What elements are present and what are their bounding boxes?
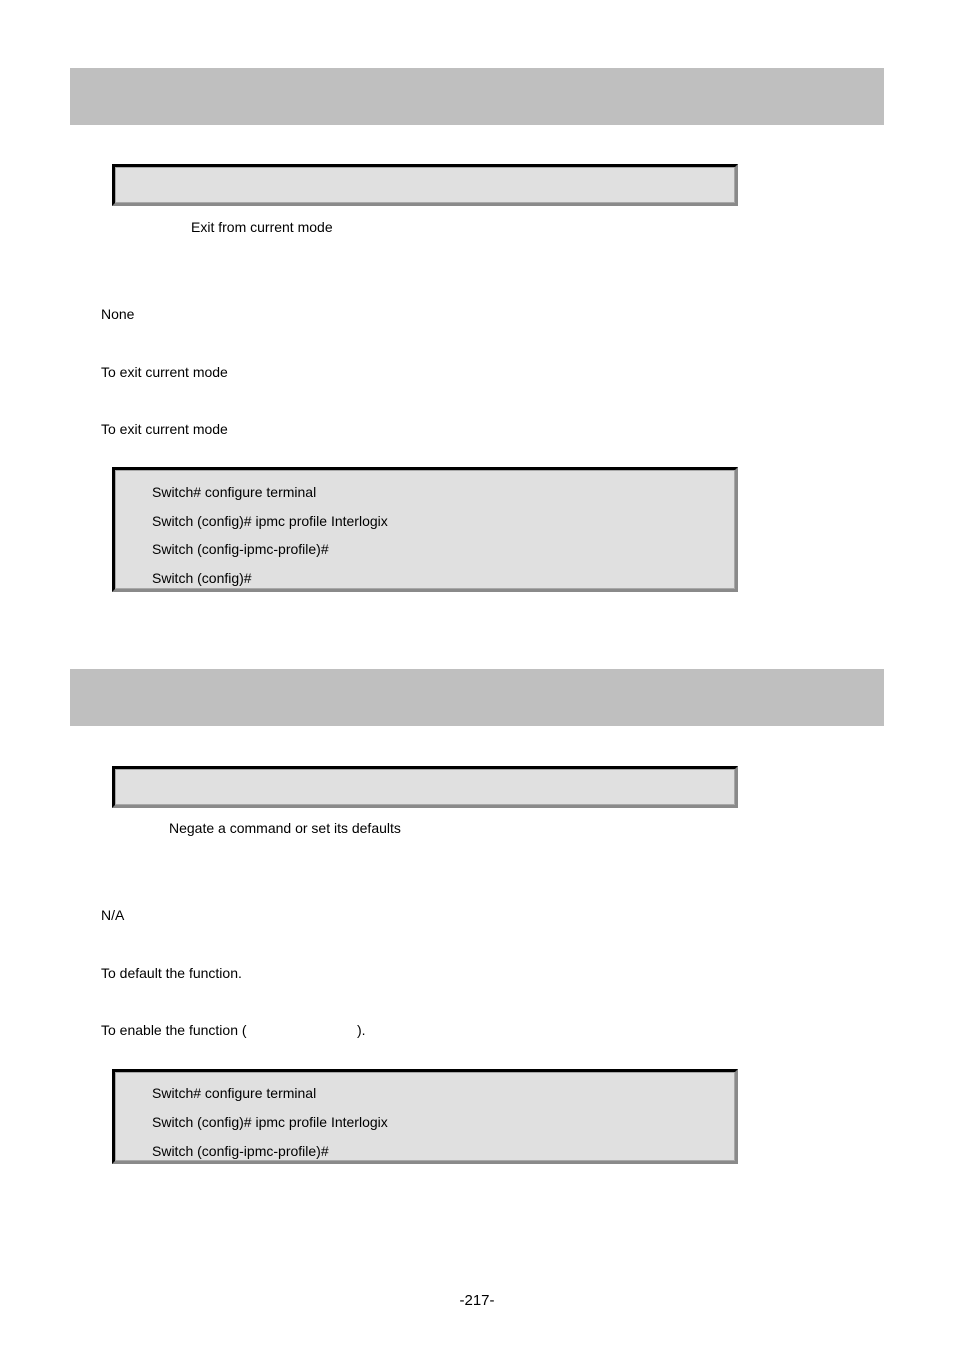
example-line: Switch (config)# ipmc profile Interlogix xyxy=(152,1114,388,1130)
page-number: -217- xyxy=(459,1292,495,1309)
example-line: Switch (config-ipmc-profile)# xyxy=(152,541,329,557)
section-2-description: Negate a command or set its defaults xyxy=(169,820,401,836)
section-1-example-intro: To exit current mode xyxy=(101,421,228,437)
section-1-syntax-box xyxy=(112,164,738,206)
section-2-example-box xyxy=(112,1069,738,1164)
section-1-default: None xyxy=(101,306,135,322)
section-2-header-bar xyxy=(70,669,884,726)
example-line: Switch (config)# ipmc profile Interlogix xyxy=(152,513,388,529)
section-2-example-intro-suffix: ). xyxy=(357,1022,366,1038)
section-2-example-intro-prefix: To enable the function ( xyxy=(101,1022,247,1038)
example-line: Switch# configure terminal xyxy=(152,484,317,500)
section-2-default: N/A xyxy=(101,907,125,923)
section-1-usage-guideline: To exit current mode xyxy=(101,364,228,380)
example-line: Switch# configure terminal xyxy=(152,1085,317,1101)
example-line: Switch (config-ipmc-profile)# xyxy=(152,1143,329,1159)
section-1-example-box xyxy=(112,467,738,592)
section-1-description: Exit from current mode xyxy=(191,219,333,235)
section-2-syntax-box xyxy=(112,766,738,808)
section-1-header-bar xyxy=(70,68,884,125)
section-2-usage-guideline: To default the function. xyxy=(101,965,242,981)
example-line: Switch (config)# xyxy=(152,570,252,586)
